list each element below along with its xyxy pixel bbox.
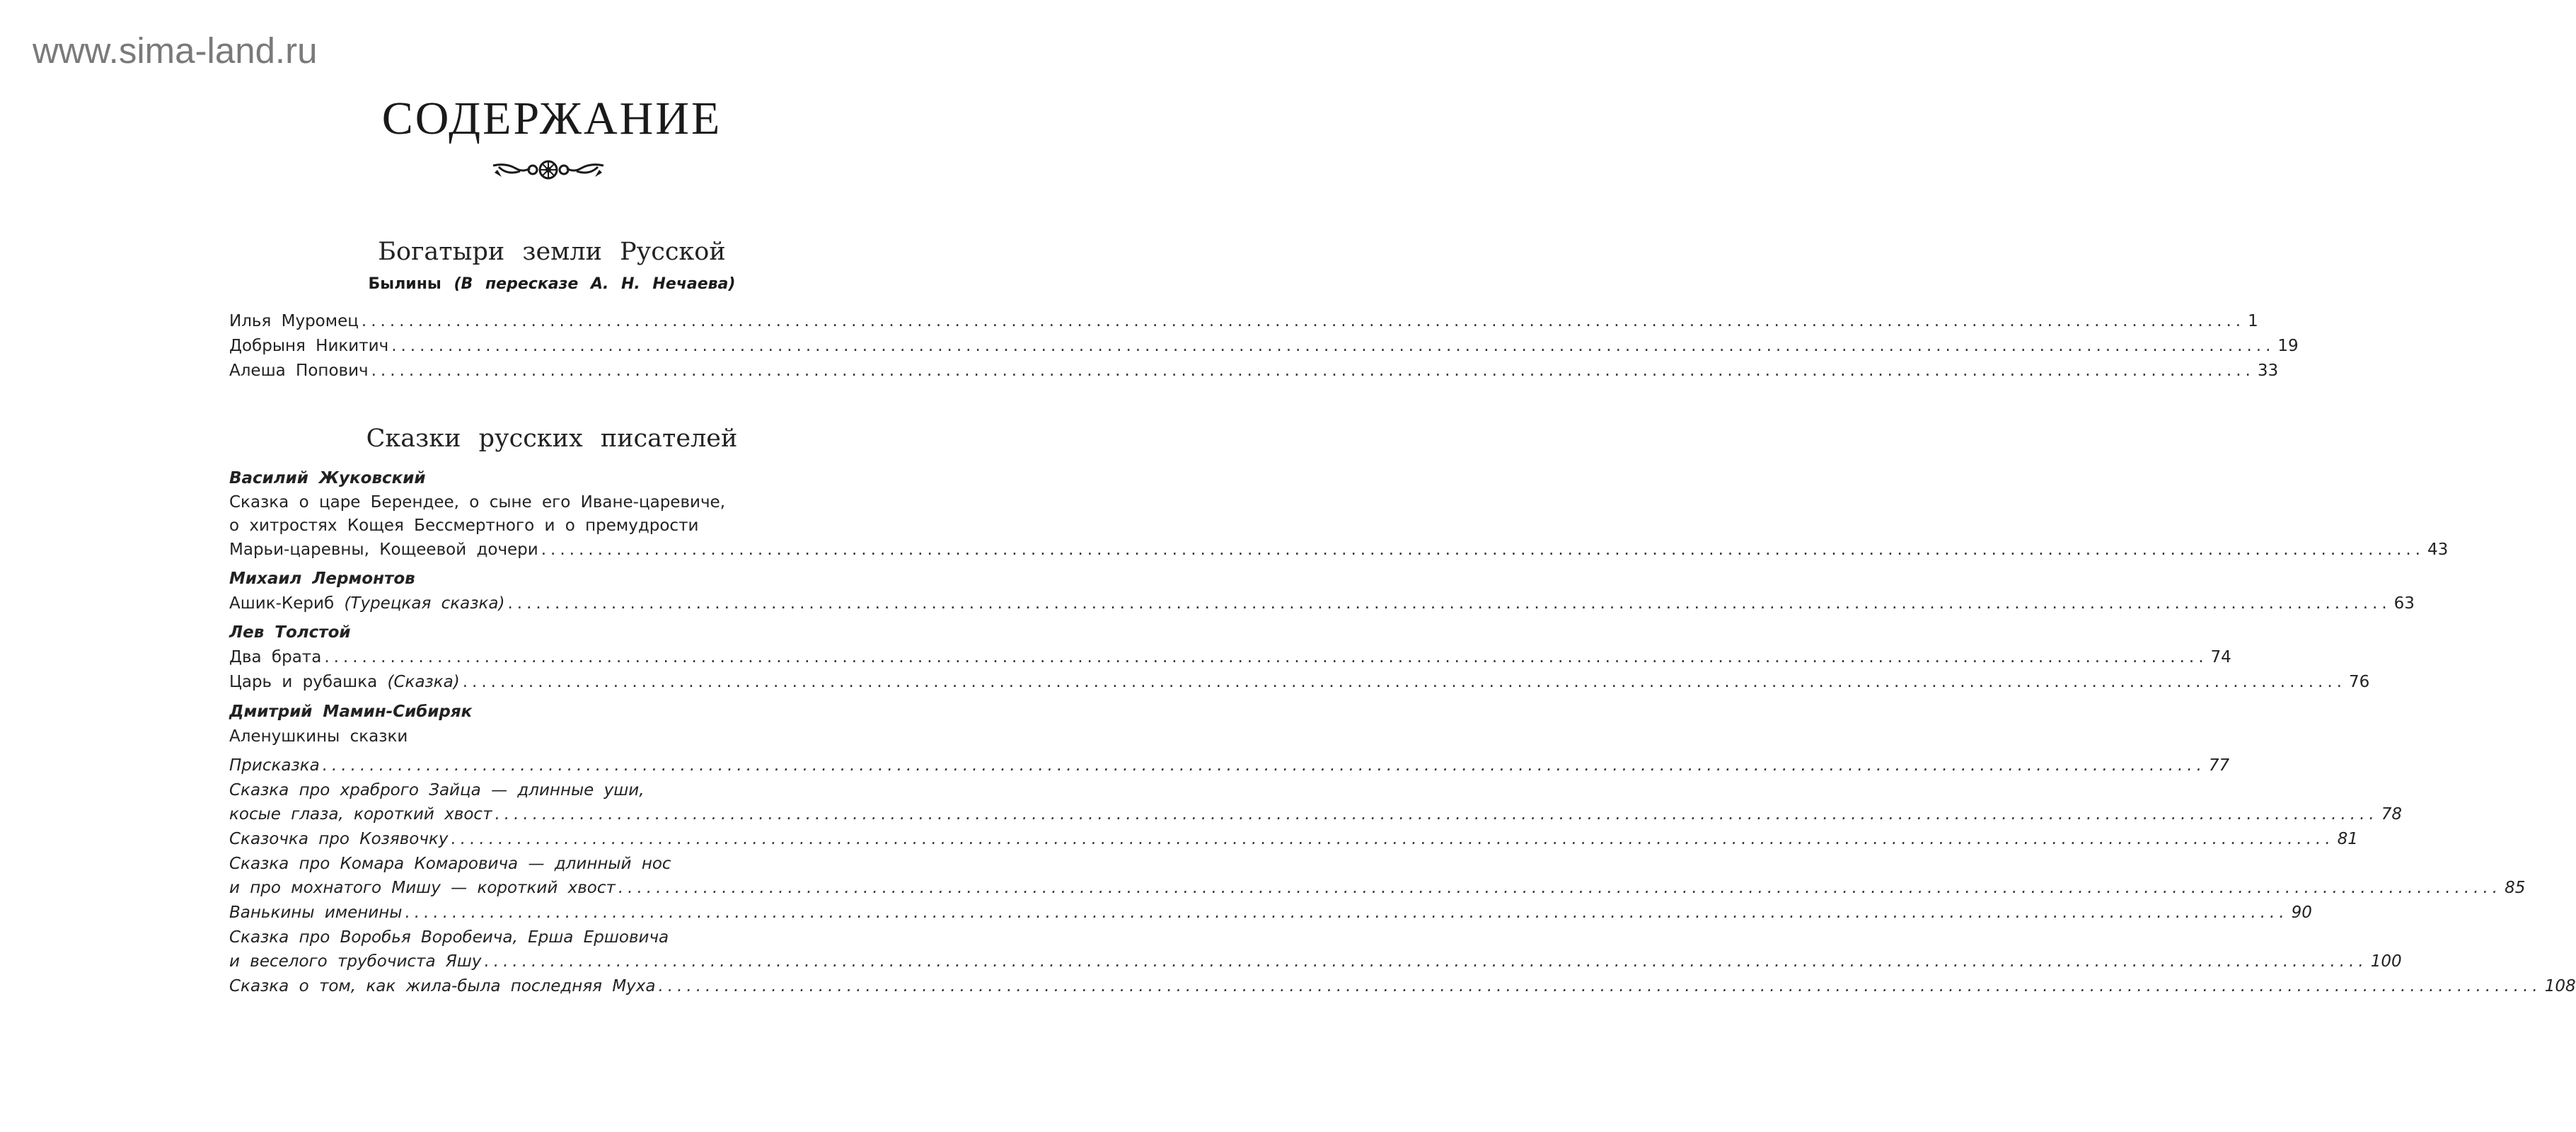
entry-title-text: Царь и рубашка <box>229 673 378 691</box>
dot-leader: ........................................................................................................................................................................................................ <box>405 903 2289 922</box>
toc-entry-title: Сказочка про Козявочку <box>229 830 449 848</box>
toc-entry <box>229 359 2279 382</box>
toc-entry <box>229 803 2402 826</box>
toc-entry-title: Присказка <box>229 756 320 775</box>
page-title: СОДЕРЖАНИЕ <box>381 93 722 144</box>
dot-leader: ........................................................................................................................................................................................................ <box>507 594 2391 613</box>
toc-entry <box>229 950 2402 973</box>
dot-leader: ........................................................................................................................................................................................................ <box>618 879 2502 897</box>
entry-title-text: Ашик-Кериб <box>229 594 335 613</box>
toc-entry <box>229 877 2526 899</box>
toc-entry-title: Добрыня Никитич <box>229 337 389 355</box>
toc-page-number: 19 <box>2277 337 2299 355</box>
toc-entry <box>229 754 2230 777</box>
toc-entry <box>229 592 2415 615</box>
toc-entry <box>229 828 2358 850</box>
toc-entry-title <box>229 592 504 615</box>
toc-entry-title: косые глаза, короткий хвост <box>229 805 492 824</box>
toc-page-number: 74 <box>2210 648 2231 666</box>
toc-entry <box>229 901 2312 924</box>
dot-leader: ........................................................................................................................................................................................................ <box>658 977 2542 995</box>
toc-entry-title: Марьи-царевны, Кощеевой дочери <box>229 541 538 559</box>
dot-leader: ........................................................................................................................................................................................................ <box>391 337 2275 355</box>
toc-page-number: 81 <box>2337 830 2358 848</box>
dot-leader: ........................................................................................................................................................................................................ <box>361 312 2246 330</box>
entry-note: (Сказка) <box>387 673 460 691</box>
toc-entry <box>229 335 2299 357</box>
toc-entry-title: Ванькины именины <box>229 903 403 922</box>
dot-leader: ........................................................................................................................................................................................................ <box>462 673 2346 691</box>
toc-entry-line: Сказка о царе Берендее, о сыне его Иване-царевиче, <box>229 493 726 512</box>
toc-page-number: 76 <box>2348 673 2370 691</box>
toc-entry-line: Сказка про храброго Зайца — длинные уши, <box>229 781 645 799</box>
toc-entry-title: и веселого трубочиста Яшу <box>229 952 482 971</box>
toc-entry <box>229 310 2258 333</box>
section-title-bogatyri: Богатыри земли Русской <box>378 238 726 266</box>
section-subtitle-byliny <box>0 275 1104 293</box>
author-name: Лев Толстой <box>229 623 351 642</box>
dot-leader: ........................................................................................................................................................................................................ <box>324 648 2208 666</box>
toc-page-number: 90 <box>2291 903 2312 922</box>
toc-page-number: 33 <box>2257 362 2279 380</box>
subtitle-main: Былины <box>368 275 441 293</box>
section-title-skazki: Сказки русских писателей <box>366 424 738 453</box>
toc-entry <box>229 975 2576 998</box>
toc-page-number: 77 <box>2208 756 2230 775</box>
toc-page-number: 108 <box>2544 977 2576 995</box>
toc-entry <box>229 646 2231 669</box>
subtitle-note: (В пересказе А. Н. Нечаева) <box>454 275 736 293</box>
toc-page-number: 100 <box>2370 952 2402 971</box>
toc-page-number: 78 <box>2381 805 2402 824</box>
toc-entry-title: Сказка о том, как жила-была последняя Муха <box>229 977 656 995</box>
dot-leader: ........................................................................................................................................................................................................ <box>484 952 2368 971</box>
dot-leader: ........................................................................................................................................................................................................ <box>495 805 2379 824</box>
toc-page-number: 85 <box>2505 879 2526 897</box>
toc-entry-title <box>229 671 460 693</box>
dot-leader: ........................................................................................................................................................................................................ <box>541 541 2425 559</box>
entry-note: (Турецкая сказка) <box>344 594 505 613</box>
toc-entry <box>229 538 2449 561</box>
toc-entry-line: Сказка про Комара Комаровича — длинный нос <box>229 855 671 873</box>
dot-leader: ........................................................................................................................................................................................................ <box>371 362 2255 380</box>
watermark-url: www.sima-land.ru <box>33 30 318 71</box>
toc-page-number: 43 <box>2427 541 2449 559</box>
dot-leader: ........................................................................................................................................................................................................ <box>451 830 2335 848</box>
collection-title: Аленушкины сказки <box>229 727 408 746</box>
toc-entry <box>229 671 2370 693</box>
author-name: Михаил Лермонтов <box>229 570 415 588</box>
author-name: Василий Жуковский <box>229 469 426 487</box>
toc-entry-title: Илья Муромец <box>229 312 359 330</box>
toc-entry-title: Алеша Попович <box>229 362 369 380</box>
toc-entry-line: о хитростях Кощея Бессмертного и о премудрости <box>229 516 699 535</box>
author-name: Дмитрий Мамин-Сибиряк <box>229 703 473 721</box>
dot-leader: ........................................................................................................................................................................................................ <box>322 756 2206 775</box>
toc-page-number: 1 <box>2248 312 2258 330</box>
toc-entry-title: и про мохнатого Мишу — короткий хвост <box>229 879 616 897</box>
toc-page-number: 63 <box>2393 594 2415 613</box>
toc-entry-line: Сказка про Воробья Воробеича, Ерша Ершовича <box>229 928 669 947</box>
floral-ornament-icon <box>492 157 605 183</box>
toc-entry-title: Два брата <box>229 648 322 666</box>
